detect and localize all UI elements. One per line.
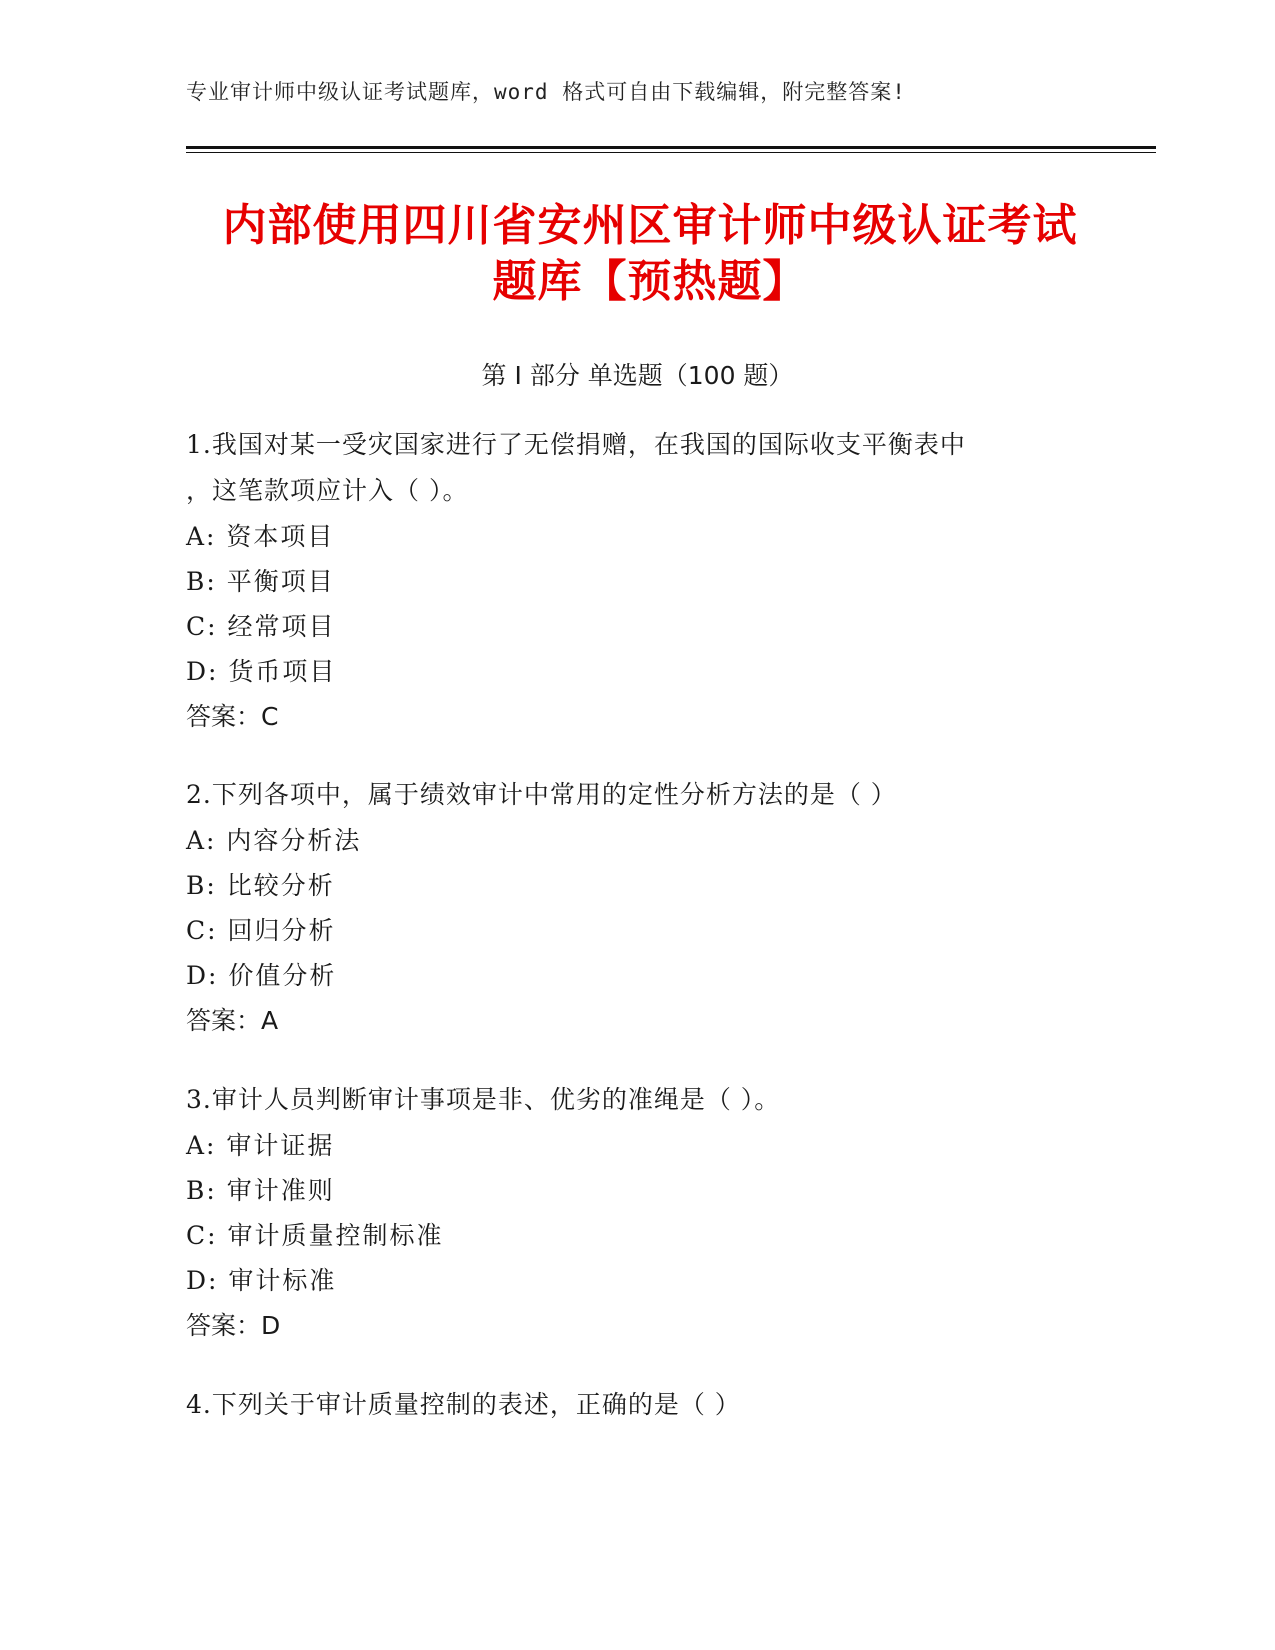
option-b: B: 审计准则 — [186, 1176, 335, 1205]
question-stem: 4.下列关于审计质量控制的表述，正确的是（ ） — [186, 1390, 741, 1419]
question-1 — [186, 422, 1066, 739]
header-rule-thick — [186, 146, 1156, 149]
option-c: C: 审计质量控制标准 — [186, 1221, 444, 1250]
option-d: D: 货币项目 — [186, 657, 337, 686]
question-stem: 2.下列各项中，属于绩效审计中常用的定性分析方法的是（ ） — [186, 780, 897, 809]
option-a: A: 内容分析法 — [186, 826, 362, 855]
document-title-line2: 题库【预热题】 — [492, 256, 808, 307]
question-stem-continued: ，这笔款项应计入（ ）。 — [186, 476, 469, 505]
option-a: A: 审计证据 — [186, 1131, 335, 1160]
question-4 — [186, 1382, 1066, 1428]
answer: 答案：C — [186, 702, 279, 731]
document-title-line1: 内部使用四川省安州区审计师中级认证考试 — [222, 200, 1078, 251]
option-b: B: 平衡项目 — [186, 567, 335, 596]
question-stem: 3.审计人员判断审计事项是非、优劣的准绳是（ ）。 — [186, 1085, 781, 1114]
question-stem: 1.我国对某一受灾国家进行了无偿捐赠，在我国的国际收支平衡表中 — [186, 430, 966, 459]
option-b: B: 比较分析 — [186, 871, 335, 900]
option-c: C: 经常项目 — [186, 612, 336, 641]
option-d: D: 价值分析 — [186, 961, 337, 990]
document-title — [150, 198, 1150, 310]
question-3 — [186, 1077, 1066, 1348]
option-a: A: 资本项目 — [186, 522, 335, 551]
header-note: 专业审计师中级认证考试题库，word 格式可自由下载编辑，附完整答案! — [186, 80, 906, 104]
answer: 答案：D — [186, 1311, 281, 1340]
header-rule-thin — [186, 152, 1156, 153]
option-c: C: 回归分析 — [186, 916, 336, 945]
answer: 答案：A — [186, 1006, 279, 1035]
question-2 — [186, 772, 1066, 1043]
option-d: D: 审计标准 — [186, 1266, 337, 1295]
section-heading: 第 I 部分 单选题（100 题） — [481, 361, 794, 390]
